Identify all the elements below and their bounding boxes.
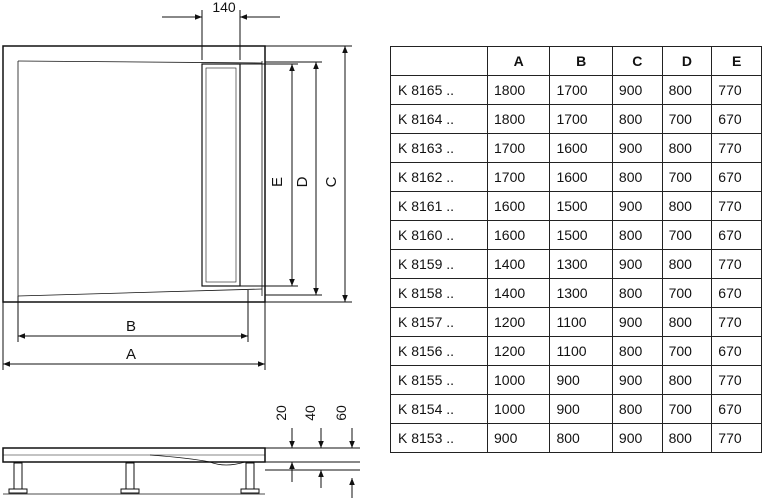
cell-model-code: K 8159 .. [391,250,488,279]
cell-e: 770 [712,366,762,395]
dimensions-table [390,46,762,453]
height-dimension-lines [265,428,360,498]
cell-a: 1200 [488,308,550,337]
cell-c: 900 [612,366,662,395]
tray-plan-view [3,46,265,302]
cell-a: 1400 [488,250,550,279]
cell-a: 1600 [488,221,550,250]
table-row [391,395,762,424]
cell-d: 800 [662,308,712,337]
cell-model-code: K 8160 .. [391,221,488,250]
cell-e: 670 [712,337,762,366]
cell-c: 800 [612,105,662,134]
table-row [391,76,762,105]
table-header-row [391,47,762,76]
cell-d: 800 [662,192,712,221]
cell-e: 770 [712,308,762,337]
height-dim-40: 40 [302,405,318,421]
cell-d: 700 [662,221,712,250]
cell-d: 800 [662,424,712,453]
cell-a: 1700 [488,163,550,192]
table-row [391,337,762,366]
dimension-c-label: C [323,176,340,188]
table-row [391,279,762,308]
tray-side-view [3,448,265,494]
cell-d: 700 [662,395,712,424]
cell-a: 1200 [488,337,550,366]
table-row [391,366,762,395]
cell-c: 900 [612,192,662,221]
dimension-a-label: A [125,346,137,363]
cell-model-code: K 8158 .. [391,279,488,308]
cell-a: 1800 [488,105,550,134]
cell-a: 1800 [488,76,550,105]
cell-d: 800 [662,250,712,279]
cell-e: 770 [712,76,762,105]
cell-b: 1100 [550,337,612,366]
cell-a: 1000 [488,366,550,395]
shower-tray-technical-drawing [0,0,380,500]
cell-b: 1700 [550,76,612,105]
cell-b: 1500 [550,192,612,221]
cell-b: 1500 [550,221,612,250]
cell-model-code: K 8153 .. [391,424,488,453]
cell-model-code: K 8165 .. [391,76,488,105]
table-row [391,163,762,192]
cell-c: 800 [612,395,662,424]
height-dim-20: 20 [273,405,289,421]
cell-e: 770 [712,424,762,453]
cell-e: 770 [712,134,762,163]
tray-outline [3,46,265,302]
cell-c: 900 [612,308,662,337]
dimension-e-label: E [269,176,286,188]
cell-c: 900 [612,424,662,453]
drain-channel [202,64,240,286]
cell-e: 670 [712,395,762,424]
cell-d: 700 [662,105,712,134]
cell-d: 700 [662,337,712,366]
cell-a: 1400 [488,279,550,308]
cell-c: 800 [612,221,662,250]
table-row [391,192,762,221]
cell-e: 670 [712,163,762,192]
header-d: D [662,47,712,76]
table-row [391,105,762,134]
cell-c: 900 [612,250,662,279]
header-a: A [488,47,550,76]
cell-b: 900 [550,366,612,395]
table-row [391,134,762,163]
header-model [391,47,488,76]
header-e: E [712,47,762,76]
cell-c: 800 [612,337,662,366]
header-b: B [550,47,612,76]
cell-d: 800 [662,134,712,163]
header-c: C [612,47,662,76]
cell-c: 800 [612,163,662,192]
cell-model-code: K 8156 .. [391,337,488,366]
cell-d: 700 [662,163,712,192]
cell-d: 700 [662,279,712,308]
cell-a: 900 [488,424,550,453]
cell-a: 1000 [488,395,550,424]
cell-model-code: K 8163 .. [391,134,488,163]
cell-b: 900 [550,395,612,424]
table-body [391,76,762,453]
cell-a: 1600 [488,192,550,221]
cell-b: 1600 [550,163,612,192]
cell-model-code: K 8154 .. [391,395,488,424]
table-row [391,424,762,453]
cell-b: 1700 [550,105,612,134]
cell-b: 1600 [550,134,612,163]
cell-e: 770 [712,192,762,221]
cell-e: 770 [712,250,762,279]
cell-model-code: K 8161 .. [391,192,488,221]
dimension-d-label: D [294,176,311,188]
dimension-e [240,64,298,286]
cell-e: 670 [712,279,762,308]
table-row [391,308,762,337]
cell-d: 800 [662,76,712,105]
cell-model-code: K 8155 .. [391,366,488,395]
cell-b: 800 [550,424,612,453]
cell-model-code: K 8157 .. [391,308,488,337]
dimension-140 [162,10,280,60]
dimension-c [265,46,352,302]
dimension-140-label: 140 [212,0,236,15]
dimension-b-label: B [125,318,137,335]
cell-c: 800 [612,279,662,308]
cell-a: 1700 [488,134,550,163]
height-dim-60: 60 [333,405,349,421]
cell-d: 800 [662,366,712,395]
cell-b: 1100 [550,308,612,337]
table-row [391,221,762,250]
cell-c: 900 [612,134,662,163]
cell-model-code: K 8164 .. [391,105,488,134]
cell-e: 670 [712,221,762,250]
support-legs [9,463,259,493]
cell-b: 1300 [550,279,612,308]
cell-b: 1300 [550,250,612,279]
table-row [391,250,762,279]
cell-e: 670 [712,105,762,134]
cell-model-code: K 8162 .. [391,163,488,192]
cell-c: 900 [612,76,662,105]
